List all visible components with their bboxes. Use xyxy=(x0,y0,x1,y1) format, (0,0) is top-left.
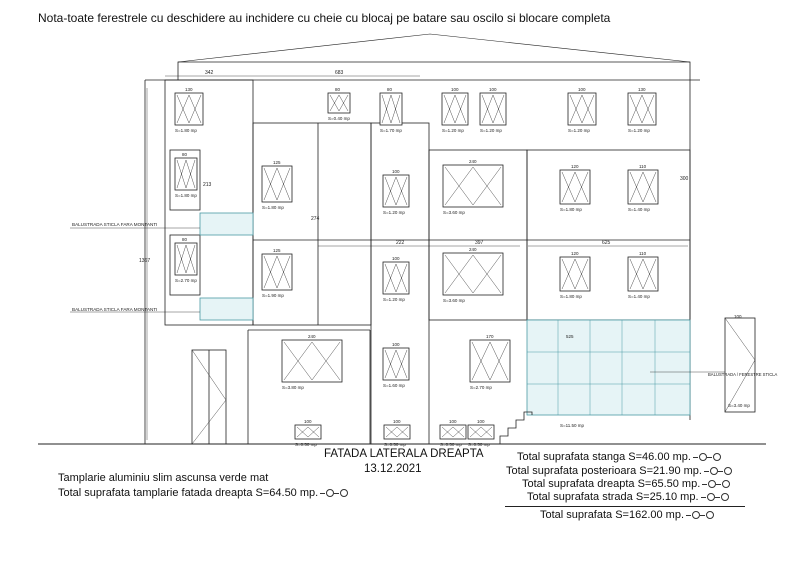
drawing-date: 13.12.2021 xyxy=(364,463,422,475)
window-width-label: 120 xyxy=(571,251,579,256)
glazing-panel-large xyxy=(527,320,690,415)
window-area-label: S=1.20 mp xyxy=(442,128,464,133)
window-area-label: S=1.40 mp xyxy=(628,207,650,212)
window-8 xyxy=(175,152,197,198)
window-width-label: 100 xyxy=(393,419,401,424)
grand-total-label: Total suprafata S=162.00 mp. xyxy=(540,509,685,521)
window-width-label: 100 xyxy=(392,169,400,174)
glass-railing-2 xyxy=(200,298,253,320)
window-width-label: 240 xyxy=(469,159,477,164)
window-width-label: 100 xyxy=(489,87,497,92)
general-note: Nota-toate ferestrele cu deschidere au inchidere cu cheie cu blocaj pe batare sau oscilo si blocare completa xyxy=(38,11,611,25)
dim-vertical-3: 213 xyxy=(203,182,212,188)
window-width-label: 525 xyxy=(566,334,574,339)
window-area-label: S=0.50 mp xyxy=(468,442,490,447)
dim-vertical-4: 300 xyxy=(680,176,689,182)
window-width-label: 240 xyxy=(469,247,477,252)
window-area-label: S=11.50 mp xyxy=(560,423,585,428)
dim-vertical-1: 1367 xyxy=(139,258,151,264)
total-right-label: Total suprafata dreapta S=65.50 mp. xyxy=(522,478,701,490)
window-16 xyxy=(383,256,409,302)
symbol-icon xyxy=(686,509,714,521)
total-rear-label: Total suprafata posterioara S=21.90 mp. xyxy=(506,465,702,477)
window-17 xyxy=(443,247,503,303)
drawing-title: FATADA LATERALA DREAPTA xyxy=(324,448,484,460)
total-rear xyxy=(506,465,732,477)
window-width-label: 100 xyxy=(578,87,586,92)
window-width-label: 110 xyxy=(639,164,647,169)
window-2 xyxy=(328,87,350,121)
window-1 xyxy=(175,87,203,133)
symbol-icon xyxy=(701,491,729,503)
dim-mid-1: 222 xyxy=(396,240,405,246)
symbol-icon xyxy=(704,465,732,477)
dim-vertical-2: 274 xyxy=(311,216,320,222)
window-area-label: S=1.60 mp xyxy=(383,383,405,388)
dim-top-1: 342 xyxy=(205,70,214,76)
window-24 xyxy=(295,419,321,447)
total-separator xyxy=(505,506,745,507)
window-width-label: 125 xyxy=(273,248,281,253)
frame-type-note: Tamplarie aluminiu slim ascunsa verde mat xyxy=(58,472,269,484)
symbol-icon xyxy=(693,451,721,463)
symbol-icon xyxy=(320,487,348,499)
window-width-label: 100 xyxy=(477,419,485,424)
window-26 xyxy=(440,419,466,447)
dim-mid-3: 625 xyxy=(602,240,611,246)
window-width-label: 100 xyxy=(734,314,742,319)
window-10 xyxy=(383,169,409,215)
window-28 xyxy=(728,314,750,408)
window-9 xyxy=(262,160,292,210)
total-right xyxy=(522,478,730,490)
window-12 xyxy=(560,164,590,212)
callout-detail: BALUSTRADA / FERESTRE STICLA xyxy=(708,372,778,377)
window-19 xyxy=(628,251,658,299)
window-area-label: S=0.50 mp xyxy=(440,442,462,447)
window-area-label: S=1.40 mp xyxy=(628,294,650,299)
window-area-label: S=0.40 mp xyxy=(328,116,350,121)
window-27 xyxy=(468,419,494,447)
window-width-label: 80 xyxy=(387,87,393,92)
window-width-label: 125 xyxy=(273,160,281,165)
roof-slope xyxy=(178,34,690,62)
window-width-label: 120 xyxy=(571,164,579,169)
frame-total-area xyxy=(58,487,348,499)
window-area-label: S=2.70 mp xyxy=(470,385,492,390)
frame-total-label: Total suprafata tamplarie fatada dreapta S=64.50 mp. xyxy=(58,487,319,499)
window-width-label: 130 xyxy=(185,87,193,92)
window-area-label: S=1.90 mp xyxy=(262,293,284,298)
dim-top-2: 683 xyxy=(335,70,344,76)
window-area-label: S=1.20 mp xyxy=(568,128,590,133)
window-6 xyxy=(568,87,596,133)
window-area-label: S=1.80 mp xyxy=(262,205,284,210)
window-area-label: S=1.20 mp xyxy=(383,210,405,215)
window-13 xyxy=(628,164,658,212)
window-15 xyxy=(262,248,292,298)
total-left-label: Total suprafata stanga S=46.00 mp. xyxy=(517,451,691,463)
window-width-label: 100 xyxy=(392,256,400,261)
detail-column xyxy=(725,318,755,412)
grand-total xyxy=(540,509,714,521)
window-3 xyxy=(380,87,402,133)
window-21 xyxy=(383,342,409,388)
window-area-label: S=1.80 mp xyxy=(175,128,197,133)
window-width-label: 110 xyxy=(639,251,647,256)
window-20 xyxy=(282,334,342,390)
exterior-stairs xyxy=(500,412,532,444)
block-right xyxy=(527,150,690,320)
window-width-label: 100 xyxy=(392,342,400,347)
window-width-label: 240 xyxy=(308,334,316,339)
callout-railing-2: BALUSTRADA STICLA FARA MONTANTI xyxy=(72,307,158,312)
window-area-label: S=1.80 mp xyxy=(560,294,582,299)
window-area-label: S=1.80 mp xyxy=(175,193,197,198)
window-width-label: 170 xyxy=(486,334,494,339)
window-width-label: 80 xyxy=(182,152,188,157)
total-street xyxy=(527,491,729,503)
window-area-label: S=2.70 mp xyxy=(175,278,197,283)
callout-railing-1: BALUSTRADA STICLA FARA MONTANTI xyxy=(72,222,158,227)
window-area-label: S=1.20 mp xyxy=(628,128,650,133)
window-25 xyxy=(384,419,410,447)
window-width-label: 130 xyxy=(638,87,646,92)
window-area-label: S=0.50 mp xyxy=(295,442,317,447)
window-area-label: S=1.70 mp xyxy=(380,128,402,133)
window-area-label: S=1.80 mp xyxy=(560,207,582,212)
window-area-label: S=0.50 mp xyxy=(384,442,406,447)
window-area-label: S=3.60 mp xyxy=(443,210,465,215)
window-area-label: S=1.20 mp xyxy=(480,128,502,133)
glass-railing-1 xyxy=(200,213,253,235)
total-street-label: Total suprafata strada S=25.10 mp. xyxy=(527,491,699,503)
window-area-label: S=3.80 mp xyxy=(282,385,304,390)
window-width-label: 100 xyxy=(451,87,459,92)
window-width-label: 100 xyxy=(449,419,457,424)
window-5 xyxy=(480,87,506,133)
window-width-label: 80 xyxy=(182,237,188,242)
total-left xyxy=(517,451,721,463)
roof-outline xyxy=(178,62,690,80)
window-11 xyxy=(443,159,503,215)
window-4 xyxy=(442,87,468,133)
dim-mid-2: 397 xyxy=(475,240,484,246)
window-14 xyxy=(175,237,197,283)
window-area-label: S=3.60 mp xyxy=(443,298,465,303)
window-18 xyxy=(560,251,590,299)
symbol-icon xyxy=(702,478,730,490)
window-area-label: S=1.20 mp xyxy=(383,297,405,302)
window-7 xyxy=(628,87,656,133)
window-area-label: S=3.40 mp xyxy=(728,403,750,408)
window-width-label: 80 xyxy=(335,87,341,92)
window-width-label: 100 xyxy=(304,419,312,424)
window-22 xyxy=(470,334,510,390)
